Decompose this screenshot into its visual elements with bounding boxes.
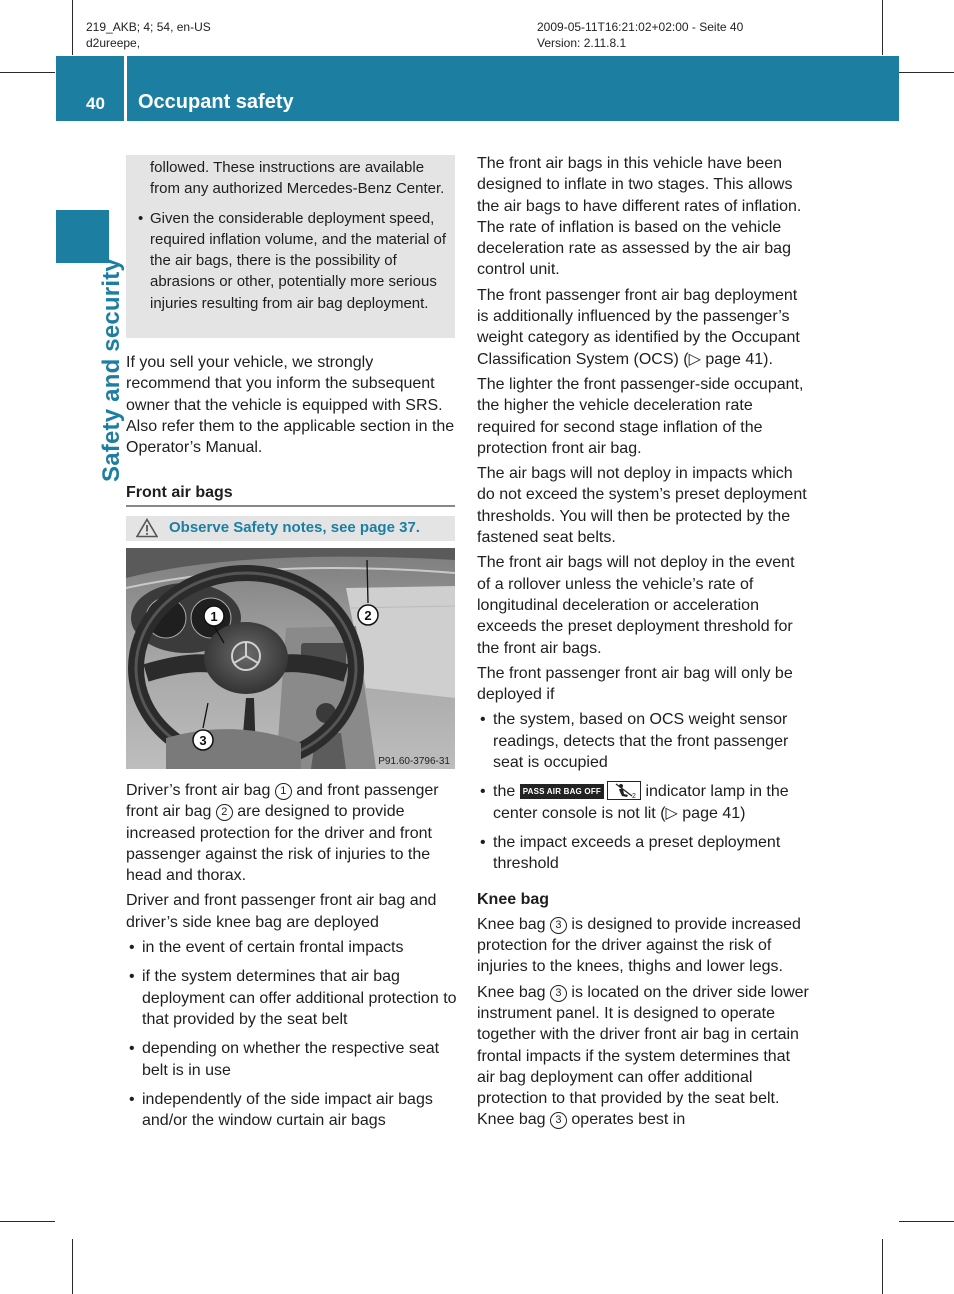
svg-text:2: 2: [632, 793, 636, 800]
pass-air-bag-off-badge: PASS AIR BAG OFF: [520, 784, 604, 799]
text-run: Driver’s front air bag: [126, 782, 275, 799]
meta-left-line1: 219_AKB; 4; 54, en-US: [86, 20, 211, 34]
text-run: and front passenger front air bag: [126, 782, 439, 821]
left-column-top: [126, 352, 458, 462]
paragraph-thresholds: The air bags will not deploy in impacts which do not exceed the system’s preset deployment thresholds. You will then be protected by the fastened seat belts.: [477, 465, 807, 547]
meta-right-line1: 2009-05-11T16:21:02+02:00 - Seite 40: [537, 20, 744, 34]
warning-link[interactable]: Observe Safety notes, see page 37.: [169, 519, 420, 536]
right-column: [477, 153, 809, 1135]
crop-mark: [882, 0, 883, 55]
print-meta-right: [537, 19, 743, 51]
page-number: 40: [86, 94, 105, 113]
callout-3: [193, 730, 213, 750]
paragraph-rollover: The front air bags will not deploy in the event of a rollover unless the vehicle’s rate of longitudinal deceleration or acceleration exceeds the preset deployment threshold for the front air bags.: [477, 554, 795, 657]
text-run: is designed to provide increased protection for the driver against the risk of injuries to the knees, thighs and lower legs.: [477, 915, 801, 976]
crop-mark: [72, 0, 73, 55]
print-meta-left: [86, 19, 211, 51]
paragraph-deployed-if: The front passenger front air bag will only be deployed if: [477, 664, 793, 704]
box-bullet-list: [150, 208, 450, 314]
paragraph-knee-bag-location: [477, 982, 809, 1131]
dashboard-illustration: [126, 548, 455, 769]
meta-left-line2: d2ureepe,: [86, 36, 141, 50]
callout-3-label: 3: [199, 733, 207, 748]
paragraph-driver-airbags: [126, 780, 458, 886]
paragraph-ocs: The front passenger front air bag deployment is additionally influenced by the passenger’s weight category as identified by the Occupant Classification System (OCS) (▷ page 41).: [477, 286, 800, 368]
text-run: Knee bag: [477, 915, 550, 933]
heading-underline: [126, 505, 455, 507]
crop-mark: [899, 1221, 954, 1222]
header-divider: [124, 56, 127, 121]
continued-note-box: [126, 155, 455, 338]
deployment-bullets: [126, 937, 458, 1131]
passenger-airbag-off-icon: [607, 781, 641, 800]
text-run: are designed to provide increased protection for the driver and front passenger against the risk of injuries to the head and thorax.: [126, 803, 432, 885]
crop-mark: [0, 1221, 55, 1222]
warning-triangle-icon: [136, 518, 158, 538]
crop-mark: [899, 72, 954, 73]
callout-2-label: 2: [364, 608, 372, 623]
heading-front-air-bags: Front air bags: [126, 484, 233, 501]
paragraph-sell-vehicle: If you sell your vehicle, we strongly recommend that you inform the subsequent owner that the vehicle is equipped with SRS. Also refer them to the applicable section in the Operator’s Manual.: [126, 354, 455, 457]
text-run: the: [493, 783, 520, 801]
dashboard-figure: [126, 548, 455, 769]
passenger-conditions: [477, 709, 809, 874]
text-run: indicator lamp in the center console is not lit (▷ page 41): [493, 783, 789, 822]
side-tab-marker: [56, 210, 109, 263]
text-run: operates best in: [566, 1111, 686, 1129]
safety-warning: [126, 516, 455, 541]
paragraph-two-stages: The front air bags in this vehicle have been designed to inflate in two stages. This allows the air bags to have different rates of inflation. The rate of inflation is based on the vehicle deceleration rate as assessed by the air bag control unit.: [477, 155, 802, 279]
bullet-item: • the impact exceeds a preset deployment threshold: [477, 832, 809, 875]
callout-1-label: 1: [210, 609, 218, 624]
crop-mark: [0, 72, 55, 73]
text-run: is located on the driver side lower instrument panel. It is designed to operate together with the driver front air bag in certain frontal impacts if the system determines that air bag deployment can offer additional protection to that provided by the seat belt. Knee bag: [477, 983, 809, 1129]
bullet-item: • the system, based on OCS weight sensor readings, detects that the front passenger seat is occupied: [477, 709, 809, 773]
callout-2: [358, 605, 378, 625]
callout-ref-3: 3: [550, 917, 567, 934]
text-run: Knee bag: [477, 983, 550, 1001]
meta-right-line2: Version: 2.11.8.1: [537, 36, 627, 50]
callout-ref-3: 3: [550, 985, 567, 1002]
crop-mark: [72, 1239, 73, 1294]
callout-1: [204, 606, 224, 626]
chapter-side-tab: Safety and security: [98, 258, 125, 482]
heading-knee-bag: Knee bag: [477, 890, 550, 908]
bullet-item: • in the event of certain frontal impacts: [126, 937, 458, 958]
callout-ref-3: 3: [550, 1112, 567, 1129]
bullet-item: • if the system determines that air bag deployment can offer additional protection to that provided by the seat belt: [126, 966, 458, 1030]
box-bullet: • Given the considerable deployment speed, required inflation volume, and the material of the air bags, there is the possibility of abrasions or other, potentially more serious injuries resulting from air bag deployment.: [150, 208, 450, 314]
section-title: Occupant safety: [138, 91, 294, 113]
paragraph-knee-bag-purpose: [477, 914, 809, 978]
paragraph-deployed: Driver and front passenger front air bag and driver’s side knee bag are deployed: [126, 892, 437, 931]
callout-ref-1: 1: [275, 783, 292, 800]
left-column-bottom: [126, 780, 458, 1139]
bullet-item: [477, 781, 809, 824]
crop-mark: [882, 1239, 883, 1294]
paragraph-lighter-occupant: The lighter the front passenger-side occupant, the higher the vehicle deceleration rate required for second stage inflation of the protection front air bag.: [477, 375, 804, 457]
callout-ref-2: 2: [216, 804, 233, 821]
bullet-item: • independently of the side impact air bags and/or the window curtain air bags: [126, 1089, 458, 1132]
bullet-item: • depending on whether the respective seat belt is in use: [126, 1038, 458, 1081]
box-paragraph: followed. These instructions are available from any authorized Mercedes-Benz Center.: [150, 159, 445, 198]
figure-code: P91.60-3796-31: [378, 756, 450, 767]
